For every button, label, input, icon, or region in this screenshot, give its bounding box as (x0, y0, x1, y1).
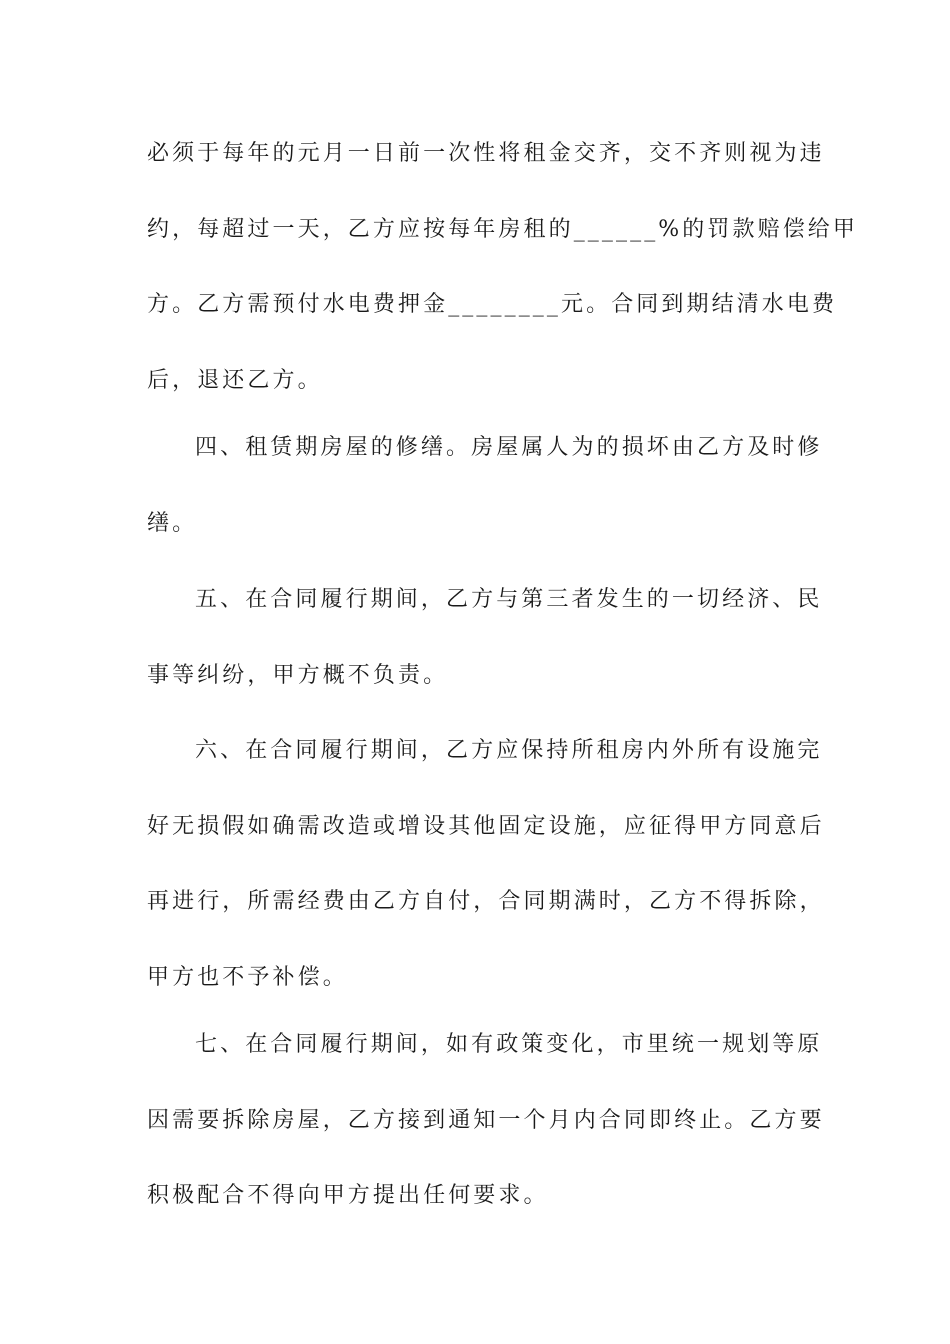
text-line: 后，退还乙方。 (147, 367, 323, 393)
text-line: 缮。 (147, 510, 198, 536)
text-line: 必须于每年的元月一日前一次性将租金交齐，交不齐则视为违 (147, 141, 825, 166)
paragraph-rent-penalty-deposit (147, 136, 859, 438)
text-line: 约，每超过一天，乙方应按每年房租的______%的罚款赔偿给甲 (147, 216, 859, 242)
paragraph-clause-six (147, 733, 825, 1035)
text-line: 事等纠纷，甲方概不负责。 (147, 662, 449, 688)
text-line: 六、在合同履行期间，乙方应保持所租房内外所有设施完 (195, 738, 823, 763)
paragraph-clause-five (147, 582, 823, 733)
text-line: 七、在合同履行期间，如有政策变化，市里统一规划等原 (195, 1032, 823, 1057)
text-line: 方。乙方需预付水电费押金________元。合同到期结清水电费 (147, 292, 838, 317)
text-line: 好无损假如确需改造或增设其他固定设施，应征得甲方同意后 (147, 813, 825, 839)
text-line: 四、租赁期房屋的修缮。房屋属人为的损坏由乙方及时修 (195, 435, 823, 460)
text-line: 五、在合同履行期间，乙方与第三者发生的一切经济、民 (195, 587, 823, 612)
text-line: 甲方也不予补偿。 (147, 964, 348, 990)
text-line: 再进行，所需经费由乙方自付，合同期满时，乙方不得拆除， (147, 889, 825, 914)
paragraph-clause-four (147, 430, 823, 581)
text-line: 积极配合不得向甲方提出任何要求。 (147, 1183, 549, 1208)
text-line: 因需要拆除房屋，乙方接到通知一个月内合同即终止。乙方要 (147, 1107, 825, 1133)
paragraph-clause-seven (147, 1027, 825, 1254)
